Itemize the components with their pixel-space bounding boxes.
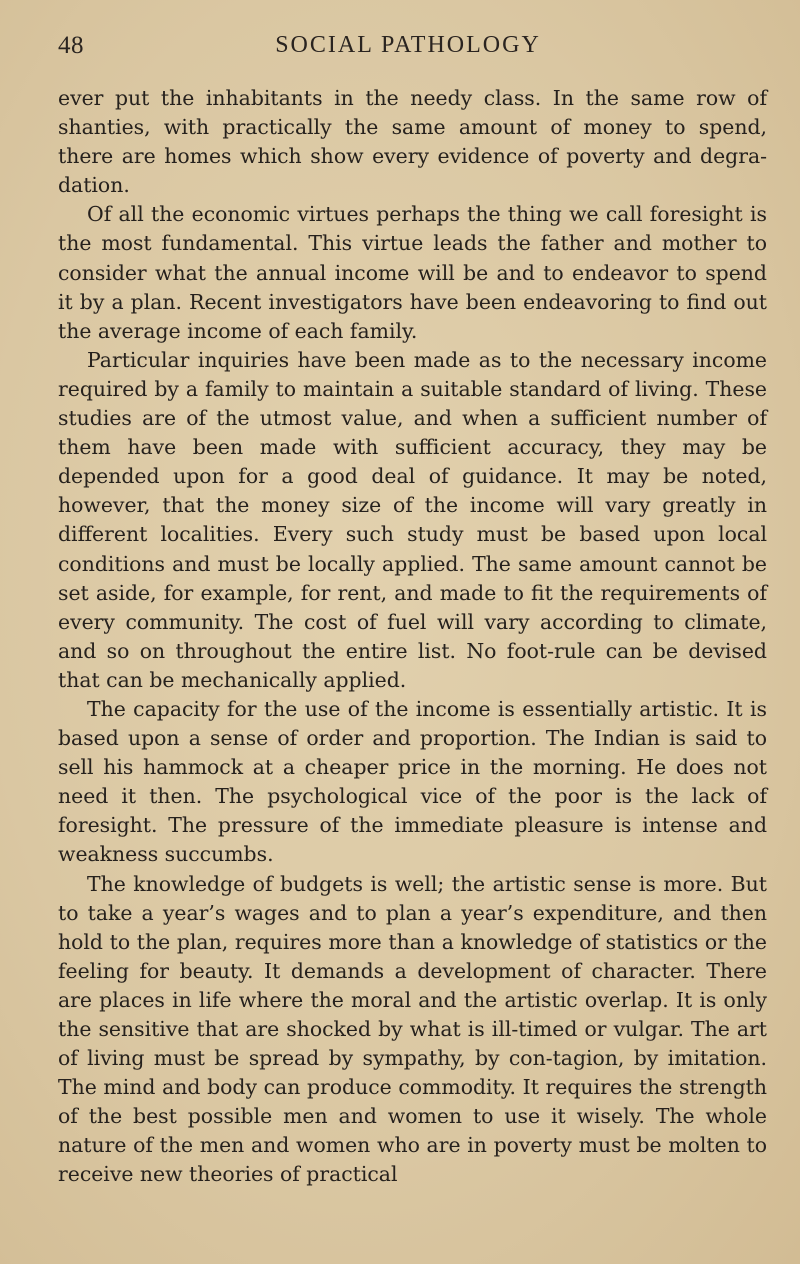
- paragraph-4: The capacity for the use of the income is essentially artistic. It is based upon a sense of order and proportion. The Indian is said to sell his hammock at a cheaper price in the morning. He does not need it then. The psychological vice of the poor is the lack of foresight. The pressure of the immediate pleasure is intense and weakness succumbs.: [58, 696, 767, 867]
- running-head: SOCIAL PATHOLOGY: [275, 32, 541, 58]
- body-text: [58, 84, 767, 1190]
- paragraph-3: Particular inquiries have been made as to the necessary income required by a family to maintain a suitable standard of living. These studies are of the utmost value, and when a sufficient number of them have been made with sufficient accuracy, they may be depended upon for a good deal of guidance. It may be noted, however, that the money size of the income will vary greatly in different localities. Every such study must be based upon local conditions and must be locally applied. The same amount cannot be set aside, for example, for rent, and made to fit the requirements of every community. The cost of fuel will vary according to climate, and so on throughout the entire list. No foot-rule can be devised that can be mechanically applied.: [58, 347, 767, 692]
- page-header: [58, 32, 758, 62]
- paragraph-1: ever put the inhabitants in the needy class. In the same row of shanties, with practically the same amount of money to spend, there are homes which show every evidence of poverty and degra-dation.: [58, 86, 767, 198]
- paragraph-5: The knowledge of budgets is well; the artistic sense is more. But to take a year’s wages and to plan a year’s expenditure, and then hold to the plan, requires more than a knowledge of statistics or the feeling for beauty. It demands a development of character. There are places in life where the moral and the artistic overlap. It is only the sensitive that are shocked by what is ill-timed or vulgar. The art of living must be spread by sympathy, by con-tagion, by imitation. The mind and body can produce commodity. It requires the strength of the best possible men and women to use it wisely. The whole nature of the men and women who are in poverty must be molten to receive new theories of practical: [58, 871, 767, 1187]
- paragraph-2: Of all the economic virtues perhaps the thing we call foresight is the most fundamental. This virtue leads the father and mother to consider what the annual income will be and to endeavor to spend it by a plan. Recent investigators have been endeavoring to find out the average income of each family.: [58, 202, 767, 343]
- page-number: 48: [58, 32, 84, 59]
